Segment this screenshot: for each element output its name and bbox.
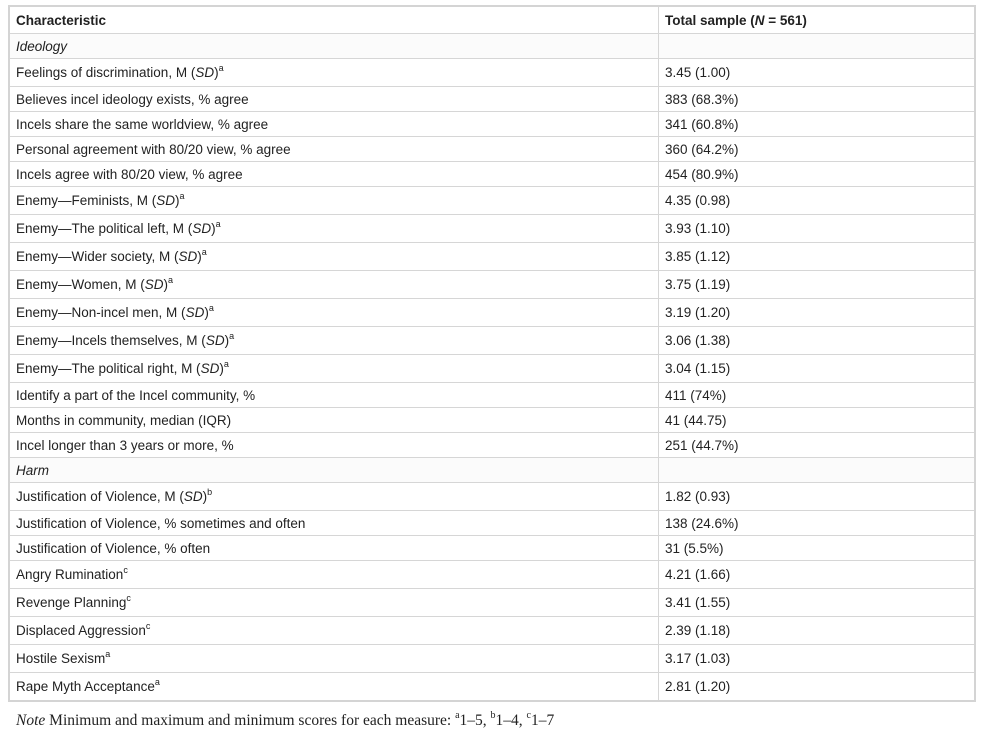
value-cell: 1.82 (0.93): [658, 483, 975, 511]
table-row: [9, 59, 975, 87]
table-row: [9, 87, 975, 112]
table-row: [9, 408, 975, 433]
characteristic-cell: Enemy—Non-incel men, M (SD)$^a$: [9, 299, 658, 327]
value-cell: 3.93 (1.10): [658, 215, 975, 243]
section-label: Harm: [9, 458, 658, 483]
characteristic-cell: Feelings of discrimination, M (SD)$^a$: [9, 59, 658, 87]
characteristic-cell: Justification of Violence, % often: [9, 536, 658, 561]
value-cell: [658, 458, 975, 483]
table-row: [9, 271, 975, 299]
value-cell: 383 (68.3%): [658, 87, 975, 112]
table-header-row: [9, 6, 975, 34]
table-row: [9, 645, 975, 673]
table-body: [9, 34, 975, 702]
header-characteristic: Characteristic: [9, 6, 658, 34]
table-row: [9, 355, 975, 383]
characteristic-cell: Angry Rumination$^c$: [9, 561, 658, 589]
table-row: [9, 433, 975, 458]
characteristic-cell: Incel longer than 3 years or more, %: [9, 433, 658, 458]
characteristic-cell: Months in community, median (IQR): [9, 408, 658, 433]
table-row: [9, 511, 975, 536]
table-row: [9, 162, 975, 187]
section-label: Ideology: [9, 34, 658, 59]
table-row: [9, 243, 975, 271]
table-row: [9, 561, 975, 589]
value-cell: 3.17 (1.03): [658, 645, 975, 673]
value-cell: 3.75 (1.19): [658, 271, 975, 299]
characteristic-cell: Personal agreement with 80/20 view, % agree: [9, 137, 658, 162]
value-cell: 3.04 (1.15): [658, 355, 975, 383]
section-row: [9, 34, 975, 59]
note-text: Minimum and maximum and minimum scores for each measure:: [45, 712, 456, 729]
table-row: [9, 589, 975, 617]
value-cell: [658, 34, 975, 59]
value-cell: 411 (74%): [658, 383, 975, 408]
table-note: Note Minimum and maximum and minimum scores for each measure: $^a$1–5, $^b$1–4, $^c$1–7: [16, 709, 555, 729]
characteristic-cell: Revenge Planning$^c$: [9, 589, 658, 617]
value-cell: 4.21 (1.66): [658, 561, 975, 589]
characteristic-cell: Enemy—Feminists, M (SD)$^a$: [9, 187, 658, 215]
table-row: [9, 187, 975, 215]
characteristic-cell: Justification of Violence, M (SD)$^b$: [9, 483, 658, 511]
characteristic-cell: Enemy—Incels themselves, M (SD)$^a$: [9, 327, 658, 355]
characteristic-cell: Incels agree with 80/20 view, % agree: [9, 162, 658, 187]
header-total-sample: Total sample (N = 561): [658, 6, 975, 34]
characteristic-cell: Justification of Violence, % sometimes and often: [9, 511, 658, 536]
characteristic-cell: Rape Myth Acceptance$^a$: [9, 673, 658, 702]
characteristic-cell: Enemy—The political right, M (SD)$^a$: [9, 355, 658, 383]
value-cell: 2.39 (1.18): [658, 617, 975, 645]
table-row: [9, 483, 975, 511]
table-row: [9, 299, 975, 327]
table-row: [9, 137, 975, 162]
characteristic-cell: Believes incel ideology exists, % agree: [9, 87, 658, 112]
value-cell: 3.41 (1.55): [658, 589, 975, 617]
value-cell: 251 (44.7%): [658, 433, 975, 458]
characteristic-cell: Hostile Sexism$^a$: [9, 645, 658, 673]
value-cell: 3.19 (1.20): [658, 299, 975, 327]
value-cell: 454 (80.9%): [658, 162, 975, 187]
value-cell: 138 (24.6%): [658, 511, 975, 536]
table-row: [9, 215, 975, 243]
value-cell: 3.45 (1.00): [658, 59, 975, 87]
table-row: [9, 327, 975, 355]
note-label: Note: [16, 712, 46, 729]
section-row: [9, 458, 975, 483]
value-cell: 2.81 (1.20): [658, 673, 975, 702]
value-cell: 3.06 (1.38): [658, 327, 975, 355]
value-cell: 341 (60.8%): [658, 112, 975, 137]
table-row: [9, 617, 975, 645]
characteristics-table: [8, 5, 976, 702]
value-cell: 360 (64.2%): [658, 137, 975, 162]
table-row: [9, 383, 975, 408]
table-row: [9, 673, 975, 702]
characteristic-cell: Displaced Aggression$^c$: [9, 617, 658, 645]
value-cell: 41 (44.75): [658, 408, 975, 433]
value-cell: 3.85 (1.12): [658, 243, 975, 271]
characteristic-cell: Identify a part of the Incel community, %: [9, 383, 658, 408]
table-row: [9, 112, 975, 137]
characteristic-cell: Incels share the same worldview, % agree: [9, 112, 658, 137]
value-cell: 31 (5.5%): [658, 536, 975, 561]
table-row: [9, 536, 975, 561]
characteristic-cell: Enemy—The political left, M (SD)$^a$: [9, 215, 658, 243]
characteristic-cell: Enemy—Wider society, M (SD)$^a$: [9, 243, 658, 271]
value-cell: 4.35 (0.98): [658, 187, 975, 215]
characteristic-cell: Enemy—Women, M (SD)$^a$: [9, 271, 658, 299]
